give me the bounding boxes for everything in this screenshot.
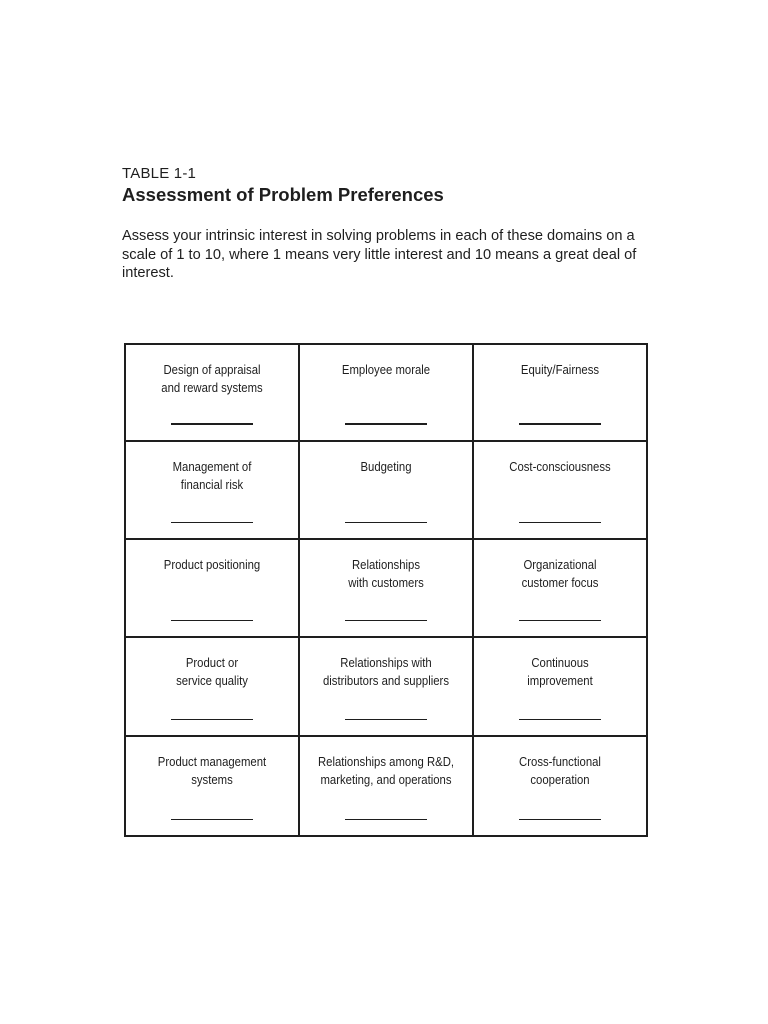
domain-label: Design of appraisal and reward systems	[161, 363, 263, 395]
domain-label: Product or service quality	[176, 656, 248, 688]
domain-label: Cross-functional cooperation	[519, 755, 601, 787]
table-number: TABLE 1-1	[122, 165, 197, 182]
grid-cell	[126, 345, 300, 442]
domain-label: Cost-consciousness	[509, 460, 611, 474]
grid-cell	[126, 442, 300, 540]
domain-label: Continuous improvement	[527, 656, 593, 688]
grid-cell	[474, 737, 646, 835]
instructions-text: Assess your intrinsic interest in solving problems in each of these domains on a scale of 1 to 10, where 1 means very little interest and 10 means a great deal of interest.	[122, 228, 637, 281]
rating-blank[interactable]	[171, 423, 253, 425]
domain-label: Equity/Fairness	[520, 363, 600, 377]
rating-blank[interactable]	[171, 620, 253, 621]
grid-cell	[474, 442, 646, 540]
grid-cell	[474, 638, 646, 737]
domain-label: Budgeting	[360, 460, 412, 474]
grid-cell	[300, 345, 474, 442]
grid-cell	[300, 442, 474, 540]
grid-cell	[126, 737, 300, 835]
rating-blank[interactable]	[345, 620, 427, 621]
grid-cell	[300, 540, 474, 638]
rating-blank[interactable]	[345, 819, 427, 820]
rating-blank[interactable]	[519, 819, 601, 820]
preference-grid	[124, 343, 648, 837]
rating-blank[interactable]	[519, 719, 601, 720]
rating-blank[interactable]	[345, 522, 427, 523]
domain-label: Relationships with customers	[348, 558, 424, 590]
rating-blank[interactable]	[171, 719, 253, 720]
rating-blank[interactable]	[171, 819, 253, 820]
grid-cell	[126, 638, 300, 737]
grid-cell	[300, 638, 474, 737]
rating-blank[interactable]	[519, 620, 601, 621]
grid-cell	[126, 540, 300, 638]
rating-blank[interactable]	[345, 423, 427, 425]
domain-label: Product positioning	[163, 558, 261, 572]
rating-blank[interactable]	[519, 522, 601, 523]
domain-label: Employee morale	[341, 363, 431, 377]
domain-label: Product management systems	[157, 755, 267, 787]
rating-blank[interactable]	[345, 719, 427, 720]
domain-label: Relationships with distributors and suppliers	[322, 656, 449, 688]
rating-blank[interactable]	[519, 423, 601, 425]
domain-label: Organizational customer focus	[521, 558, 599, 590]
rating-blank[interactable]	[171, 522, 253, 523]
table-title: Assessment of Problem Preferences	[122, 184, 444, 205]
grid-cell	[474, 540, 646, 638]
grid-cell	[474, 345, 646, 442]
domain-label: Management of financial risk	[172, 460, 252, 492]
domain-label: Relationships among R&D, marketing, and operations	[317, 755, 455, 787]
grid-cell	[300, 737, 474, 835]
